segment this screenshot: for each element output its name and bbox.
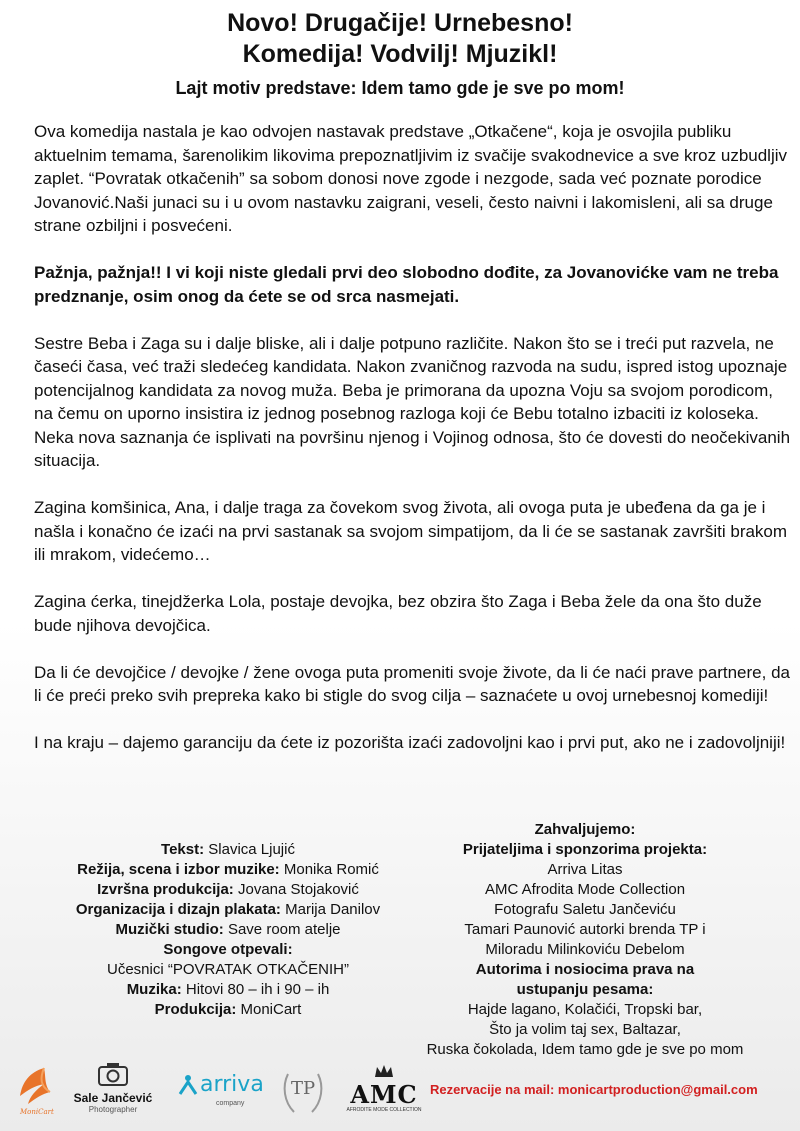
headline-line-2: Komedija! Vodvilj! Mjuzikl! bbox=[242, 40, 558, 68]
sponsors-heading: Prijateljima i sponzorima projekta: bbox=[462, 841, 708, 858]
sponsor-item: Arriva Litas bbox=[547, 861, 623, 878]
song-item: Što ja volim taj sex, Baltazar, bbox=[489, 1021, 681, 1038]
sponsor-logos bbox=[10, 1060, 430, 1120]
credit-line: Tekst: Slavica Ljujić bbox=[161, 841, 295, 858]
crown-icon bbox=[374, 1064, 394, 1078]
paragraph-intro: Ova komedija nastala je kao odvojen nastavak predstave „Otkačene“, koja je osvojila publiku aktuelnim temama, šarenolikim likovima prepoznatljivim iz svačije svakodnevice a sve kroz uzbudljiv zaplet. “Povratak otkačenih” sa sobom donosi nove zgode i nezgode, sada već poznate porodice Jovanović.Naši junaci su i u ovom nastavku zaigrani, veseli, često naivni i lakomisleni, ali sa druge strane ozbiljni i posvećeni. bbox=[34, 122, 788, 235]
song-item: Hajde lagano, Kolačići, Tropski bar, bbox=[467, 1001, 703, 1018]
sponsor-item: AMC Afrodita Mode Collection bbox=[484, 881, 686, 898]
paragraph-question: Da li će devojčice / devojke / žene ovoga puta promeniti svoje živote, da li će naći prave partnere, da li će preći preko svih prepreka kako bi stigle do svog cilja – saznaćete u ovoj urnebesnoj komediji! bbox=[34, 662, 790, 705]
sponsor-item: Fotografu Saletu Jančeviću bbox=[494, 901, 676, 918]
paragraph-guarantee: I na kraju – dajemo garanciju da ćete iz pozorišta izaći zadovoljni kao i prvi put, ako ne i zadovoljniji! bbox=[34, 733, 786, 752]
photographer-logo bbox=[68, 1062, 158, 1120]
arriva-logo bbox=[176, 1070, 271, 1114]
thanks-block bbox=[400, 820, 770, 1060]
amc-logo bbox=[344, 1064, 424, 1118]
reservation-email: Rezervacije na mail: monicartproduction@gmail.com bbox=[430, 1082, 758, 1097]
credit-line: Muzički studio: Save room atelje bbox=[115, 921, 341, 938]
photographer-title: Photographer bbox=[88, 1105, 138, 1114]
paragraph-attention: Pažnja, pažnja!! I vi koji niste gledali prvi deo slobodno dođite, za Jovanovićke vam ne treba predznanje, osim onog da ćete se od srca nasmejati. bbox=[34, 263, 779, 306]
headline-line-1: Novo! Drugačije! Urnebesno! bbox=[227, 9, 573, 37]
credit-line: Organizacija i dizajn plakata: Marija Danilov bbox=[75, 901, 381, 918]
arriva-person-icon bbox=[176, 1074, 200, 1096]
credit-line: Učesnici “POVRATAK OTKAČENIH” bbox=[107, 961, 349, 978]
credit-line: Produkcija: MoniCart bbox=[154, 1001, 302, 1018]
sponsor-item: Miloradu Milinkoviću Debelom bbox=[485, 941, 685, 958]
photographer-name: Sale Jančević bbox=[73, 1091, 153, 1105]
sponsor-item: Tamari Paunović autorki brenda TP i bbox=[464, 921, 706, 938]
paragraph-lola: Zagina ćerka, tinejdžerka Lola, postaje devojka, bez obzira što Zaga i Beba žele da ona što duže bude njihova devojčica. bbox=[34, 592, 762, 635]
tp-logo bbox=[280, 1066, 326, 1116]
credit-line: Songove otpevali: bbox=[163, 941, 293, 958]
thanks-heading: Zahvaljujemo: bbox=[534, 821, 636, 838]
amc-subtitle: AFRODITE MODE COLLECTION bbox=[346, 1107, 422, 1113]
credit-line: Režija, scena i izbor muzike: Monika Romić bbox=[77, 861, 379, 878]
arriva-wordmark: arriva bbox=[200, 1072, 264, 1097]
monicart-logo bbox=[14, 1064, 56, 1116]
paragraph-ana: Zagina komšinica, Ana, i dalje traga za čovekom svog života, ali ovoga puta je ubeđena da ga je i našla i konačno će izaći na prvi sastanak sa svojom simpatijom, da li će se sastanak završiti brakom ili mrakom, videćemo… bbox=[34, 498, 788, 564]
credits-block bbox=[38, 840, 418, 1020]
poster-headline bbox=[0, 8, 800, 70]
songs-heading: Autorima i nosiocima prava na bbox=[475, 961, 695, 978]
monicart-signature: MoniCart bbox=[20, 1108, 54, 1116]
credit-line: Muzika: Hitovi 80 – ih i 90 – ih bbox=[126, 981, 330, 998]
amc-wordmark: AMC bbox=[350, 1080, 418, 1109]
subtitle: Lajt motiv predstave: Idem tamo gde je sve po mom! bbox=[175, 78, 625, 98]
arriva-subtitle: company bbox=[216, 1100, 245, 1107]
description-body bbox=[34, 120, 794, 778]
song-item: Ruska čokolada, Idem tamo gde je sve po mom bbox=[426, 1041, 744, 1058]
tp-monogram: TP bbox=[291, 1078, 316, 1099]
camera-icon bbox=[98, 1062, 128, 1086]
credit-line: Izvršna produkcija: Jovana Stojaković bbox=[97, 881, 359, 898]
songs-heading-cont: ustupanju pesama: bbox=[516, 981, 654, 998]
paragraph-beba-zaga: Sestre Beba i Zaga su i dalje bliske, ali i dalje potpuno različite. Nakon što se i treći put razvela, ne časeći časa, već traži sledećeg kandidata. Nakon zvaničnog razvoda na sudu, ispred istog upoznaje potencijalnog kandidata za novog muža. Beba je primorana da upozna Voju sa svojom porodicom, na čemu on uporno insistira iz jednog posebnog razloga koji će Bebu totalno izbaciti iz koloseka. Neka nova saznanja će isplivati na površinu njenog i Vojinog odnosa, što će dovesti do neočekivanih situacija. bbox=[34, 333, 791, 470]
